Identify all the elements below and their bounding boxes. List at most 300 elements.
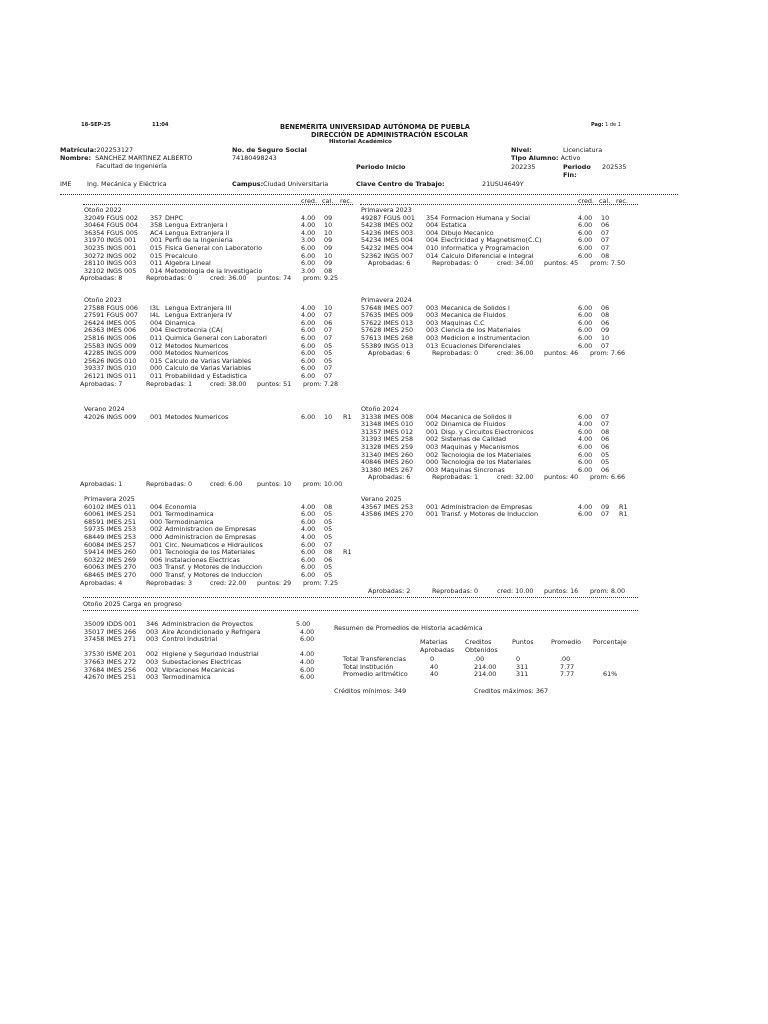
tipo-alumno: Tipo Alumno: Activo (511, 154, 581, 162)
course-code: 32102 INGS 005 (84, 266, 137, 275)
col-header-cred-left: cred. (301, 197, 318, 205)
course-code: 31970 INGS 001 (84, 236, 137, 245)
semester-summary-item: Aprobadas: 6 (368, 473, 411, 482)
course-name: Algebra Lineal (165, 259, 211, 268)
resumen-cell: 7.77 (560, 670, 575, 679)
course-credits: 6.00 (301, 251, 316, 260)
department-name: DIRECCIÓN DE ADMINISTRACIÓN ESCOLAR (311, 131, 469, 139)
course-grade: 05 (601, 458, 610, 467)
semester-title: Otoño 2024 (361, 405, 399, 413)
semester-summary-item: prom: 8.00 (590, 587, 626, 595)
course-section: 003 (426, 465, 439, 474)
course-name: Metodologia de la Investigacio (165, 266, 263, 275)
course-code: 30272 INGS 002 (84, 251, 137, 260)
semester-summary-item: cred: 10.00 (497, 587, 534, 595)
semester-summary-item: cred: 22.00 (210, 578, 247, 587)
resumen-row-label: Total Institución (343, 662, 394, 671)
semester-summary-item: puntos: 74 (257, 274, 292, 283)
course-code: 27588 FGUS 006 (84, 303, 138, 312)
course-grade: 05 (324, 356, 333, 365)
course-code: 42285 INGS 009 (84, 349, 137, 358)
course-grade: 07 (601, 510, 610, 519)
course-section: 004 (426, 221, 439, 230)
semester-summary-item: Reprobadas: 0 (432, 259, 479, 268)
resumen-header: Promedio (551, 638, 582, 646)
course-credits: 6.00 (301, 349, 316, 358)
course-name: Precalculo (165, 251, 198, 260)
course-section: I4L (150, 311, 160, 320)
course-code: 28110 INGS 003 (84, 259, 137, 268)
semester-summary-item: cred: 34.00 (497, 259, 534, 268)
nivel-value: Licenciatura (563, 146, 603, 154)
course-name: Electricidad y Magnetismo(C.C) (441, 236, 542, 245)
course-code: 57628 IMES 250 (361, 326, 414, 335)
resumen-cell: 311 (516, 662, 529, 671)
course-credits: 6.00 (301, 548, 316, 557)
course-code: 49287 FGUS 001 (361, 213, 415, 222)
progress-course-name: Administracion de Proyectos (162, 620, 253, 628)
course-code: 57622 IMES 013 (361, 318, 414, 327)
fin-label: Fin: (563, 171, 577, 179)
course-grade: 05 (324, 517, 333, 526)
university-name: BENEMÉRITA UNIVERSIDAD AUTÓNOMA DE PUEBLA (280, 123, 470, 131)
course-grade: 09 (324, 213, 333, 222)
semester-summary-item: Reprobadas: 1 (146, 379, 193, 388)
course-name: Ecuaciones Diferenciales (441, 341, 521, 350)
progress-course-section: 003 (146, 627, 159, 636)
course-credits: 6.00 (301, 372, 316, 380)
course-credits: 6.00 (578, 236, 593, 245)
resumen-cell: 214.00 (474, 662, 497, 671)
course-code: 54234 IMES 004 (361, 236, 414, 245)
course-section: 001 (150, 236, 163, 245)
course-code: 68591 IMES 251 (84, 517, 137, 526)
course-code: 54236 IMES 003 (361, 228, 414, 237)
col-header-rec-left: rec. (340, 197, 352, 205)
course-grade: 10 (324, 412, 333, 421)
course-name: Transf. y Motores de Induccion (165, 563, 262, 572)
course-name: Electrotecnia (CA) (165, 326, 223, 335)
course-grade: 06 (601, 443, 610, 451)
course-credits: 4.00 (578, 435, 593, 444)
course-credits: 6.00 (301, 259, 316, 268)
course-grade: 05 (324, 349, 333, 358)
course-code: 31328 IMES 259 (361, 443, 414, 451)
semester-summary-item: prom: 9.25 (303, 274, 339, 283)
course-code: 57613 IMES 268 (361, 334, 414, 342)
course-credits: 6.00 (578, 228, 593, 237)
resumen-cell: 0 (430, 655, 435, 663)
course-name: Quimica General con Laboratori (165, 334, 267, 342)
course-credits: 6.00 (578, 221, 593, 230)
resumen-header: Creditos (465, 638, 492, 646)
semester-summary-item: prom: 6.66 (590, 473, 626, 482)
course-grade: 05 (324, 563, 333, 572)
semester-summary-item: prom: 7.66 (590, 349, 626, 358)
course-code: 54238 IMES 002 (361, 221, 414, 230)
course-name: Probabilidad y Estadistica (165, 372, 248, 380)
course-code: 31357 IMES 012 (361, 427, 414, 436)
progress-course-section: 003 (146, 658, 159, 666)
semester-summary-item: Aprobadas: 7 (80, 379, 123, 388)
course-code: 60102 IMES 011 (84, 502, 137, 511)
course-credits: 6.00 (578, 251, 593, 260)
course-credits: 6.00 (301, 244, 316, 252)
semester-summary-item: cred: 36.00 (497, 349, 534, 358)
resumen-cell: 0 (516, 655, 521, 663)
course-name: Economia (165, 502, 197, 511)
course-grade: 07 (601, 341, 610, 350)
resumen-cell: .00 (560, 655, 571, 663)
course-code: 32049 FGUS 002 (84, 213, 138, 222)
course-credits: 6.00 (301, 510, 316, 519)
semester-summary-item: cred: 32.00 (497, 473, 534, 482)
course-code: 57648 IMES 007 (361, 303, 414, 312)
progress-course-code: 37530 ISME 201 (84, 650, 137, 659)
course-grade: 06 (324, 318, 333, 327)
course-grade: 05 (324, 533, 333, 541)
course-section: 015 (150, 251, 163, 260)
progress-course-name: Vibraciones Mecanicas (162, 665, 235, 674)
course-credits: 6.00 (578, 341, 593, 350)
course-code: 39337 INGS 010 (84, 364, 137, 373)
course-code: 36354 FGUS 005 (84, 228, 138, 237)
course-credits: 6.00 (301, 563, 316, 572)
course-section: 003 (426, 318, 439, 327)
progress-course-code: 37663 IMES 272 (84, 658, 137, 666)
course-grade: 10 (324, 303, 333, 312)
course-grade: 09 (601, 502, 610, 511)
resumen-cell: 311 (516, 670, 529, 679)
course-credits: 4.00 (301, 303, 316, 312)
semester-title: Primavera 2023 (361, 206, 412, 214)
course-name: DHPC (165, 213, 184, 222)
course-section: 014 (150, 266, 163, 275)
course-grade: 06 (601, 303, 610, 312)
course-credits: 4.00 (301, 213, 316, 222)
course-credits: 6.00 (301, 540, 316, 549)
progress-course-section: 003 (146, 635, 159, 644)
col-header-cal-right: cal. (599, 197, 611, 205)
course-name: Administracion de Empresas (165, 525, 257, 534)
course-section: 003 (426, 326, 439, 335)
course-grade: 07 (324, 540, 333, 549)
page-indicator: Pag: 1 de 1 (591, 122, 621, 128)
resumen-cell: 7.77 (560, 662, 575, 671)
course-section: 002 (426, 450, 439, 459)
course-code: 30464 FGUS 004 (84, 221, 138, 230)
course-section: 001 (426, 510, 439, 519)
semester-summary-item: prom: 7.50 (590, 259, 626, 268)
nivel-label: Nivel: (511, 146, 532, 154)
course-code: 52362 INGS 007 (361, 251, 414, 260)
progress-course-credits: 4.00 (300, 650, 315, 659)
course-name: Ciencia de los Materiales (441, 326, 521, 335)
course-credits: 6.00 (578, 334, 593, 342)
semester-summary-item: Reprobadas: 0 (146, 480, 193, 488)
course-grade: 07 (324, 334, 333, 342)
course-name: Tecnologia de los Materiales (441, 450, 531, 459)
course-section: 357 (150, 213, 163, 222)
course-section: 002 (150, 525, 163, 534)
print-date: 18-SEP-25 (81, 122, 111, 128)
resumen-header: Materias (420, 638, 448, 646)
left-column-divider (83, 204, 353, 205)
course-credits: 6.00 (578, 326, 593, 335)
course-code: 54232 IMES 004 (361, 244, 414, 252)
course-name: Termodinamica (165, 510, 214, 519)
course-credits: 4.00 (301, 525, 316, 534)
semester-summary-item: Aprobadas: 6 (368, 349, 411, 358)
course-grade: 07 (324, 372, 333, 380)
course-section: 004 (426, 412, 439, 421)
course-name: Mecanica de Solidos II (441, 412, 512, 421)
course-name: Dinamica (165, 318, 196, 327)
semester-summary-item: Reprobadas: 0 (432, 587, 479, 595)
course-name: Maquinas y Mecanismos (441, 443, 519, 451)
semester-title: Verano 2024 (84, 405, 125, 413)
course-grade: 05 (324, 571, 333, 579)
course-grade: 07 (324, 364, 333, 373)
course-credits: 6.00 (578, 510, 593, 519)
progress-course-section: 002 (146, 650, 159, 659)
progress-course-credits: 4.00 (300, 627, 315, 636)
semester-summary-item: Aprobadas: 4 (80, 578, 123, 587)
faculty: Facultad de Ingeniería (96, 162, 167, 170)
print-time: 11:04 (152, 122, 169, 128)
course-credits: 6.00 (301, 334, 316, 342)
course-grade: 07 (601, 236, 610, 245)
course-credits: 4.00 (301, 221, 316, 230)
course-code: 43586 IMES 270 (361, 510, 414, 519)
progress-course-section: 346 (146, 620, 159, 628)
semester-summary-item: puntos: 16 (544, 587, 579, 595)
course-credits: 6.00 (578, 465, 593, 474)
course-name: Metodos Numericos (165, 341, 229, 350)
course-section: I3L (150, 303, 160, 312)
creditos-maximos: Creditos máximos: 367 (474, 687, 549, 695)
progress-course-credits: 6.00 (300, 665, 315, 674)
course-section: 015 (150, 244, 163, 252)
course-grade: 05 (324, 525, 333, 534)
course-name: Metodos Numericos (165, 349, 229, 358)
periodo-inicio-value: 202235 (511, 163, 536, 171)
semester-summary-item: puntos: 10 (257, 480, 292, 488)
course-credits: 6.00 (578, 412, 593, 421)
course-grade: 05 (324, 341, 333, 350)
resumen-header: Puntos (512, 638, 534, 646)
course-name: Administracion de Empresas (165, 533, 257, 541)
course-section: 004 (150, 502, 163, 511)
course-code: 59414 IMES 260 (84, 548, 137, 557)
course-grade: 09 (601, 326, 610, 335)
campus: Campus:Ciudad Universitaria (232, 180, 329, 188)
resumen-header: Obtenidos (465, 646, 498, 654)
resumen-title: Resumen de Promedios de Historia académica (334, 624, 483, 632)
course-credits: 6.00 (578, 318, 593, 327)
semester-title: Primavera 2024 (361, 296, 412, 304)
course-code: 42026 INGS 009 (84, 412, 137, 421)
semester-title: Verano 2025 (361, 495, 402, 503)
course-code: 27591 FGUS 007 (84, 311, 138, 320)
course-credits: 6.00 (301, 341, 316, 350)
semester-title: Primavera 2025 (84, 495, 135, 503)
course-credits: 6.00 (301, 555, 316, 564)
progress-title: Otoño 2025 Carga en progreso (83, 600, 182, 608)
progress-course-name: Control Industrial (162, 635, 218, 644)
course-section: 006 (150, 555, 163, 564)
progress-course-code: 42670 IMES 251 (84, 673, 137, 682)
col-header-rec-right: rec. (616, 197, 628, 205)
course-code: 25583 INGS 009 (84, 341, 137, 350)
progress-course-code: 37458 IMES 271 (84, 635, 137, 644)
clave-label: Clave Centro de Trabajo: (356, 180, 445, 188)
course-section: 000 (150, 364, 163, 373)
course-name: Instalaciones Electricas (165, 555, 240, 564)
course-grade: 08 (324, 548, 333, 557)
resumen-cell: 40 (430, 670, 439, 679)
semester-summary-item: cred: 6.00 (210, 480, 243, 488)
course-grade: 05 (324, 510, 333, 519)
semester-summary-item: puntos: 29 (257, 578, 292, 587)
course-code: 31338 IMES 008 (361, 412, 414, 421)
creditos-minimos: Créditos mínimos: 349 (334, 687, 407, 695)
course-credits: 4.00 (301, 311, 316, 320)
semester-summary-item: puntos: 45 (544, 259, 579, 268)
course-grade: 07 (601, 244, 610, 252)
course-grade: 06 (601, 221, 610, 230)
course-grade: 06 (601, 465, 610, 474)
course-grade: 06 (324, 555, 333, 564)
course-section: 358 (150, 221, 163, 230)
course-name: Transf. y Motores de Induccion (165, 571, 262, 579)
course-grade: 07 (601, 228, 610, 237)
course-section: 001 (426, 502, 439, 511)
course-credits: 6.00 (578, 427, 593, 436)
course-section: 003 (150, 563, 163, 572)
course-section: 004 (426, 228, 439, 237)
progress-course-credits: 6.00 (300, 635, 315, 644)
progress-divider-top (83, 597, 638, 598)
col-header-cred-right: cred. (578, 197, 595, 205)
semester-summary-item: Aprobadas: 6 (368, 259, 411, 268)
course-grade: 09 (324, 236, 333, 245)
course-section: 013 (426, 341, 439, 350)
course-name: Calculo de Varias Variables (165, 364, 252, 373)
resumen-header: Porcentaje (593, 638, 627, 646)
course-name: Lengua Extranjera II (165, 228, 230, 237)
course-name: Fisica General con Laboratorio (165, 244, 262, 252)
semester-summary-item: Reprobadas: 0 (432, 349, 479, 358)
resumen-cell: .00 (474, 655, 485, 663)
course-section: 001 (150, 540, 163, 549)
nss-label: No. de Seguro Social (232, 146, 307, 154)
course-section: 010 (426, 244, 439, 252)
course-name: Termodinamica (165, 517, 214, 526)
course-code: 43567 IMES 253 (361, 502, 414, 511)
course-grade: 05 (601, 450, 610, 459)
col-header-cal-left: cal. (322, 197, 334, 205)
course-section: 003 (426, 311, 439, 320)
resumen-cell: 40 (430, 662, 439, 671)
course-code: 25626 INGS 010 (84, 356, 137, 365)
course-code: 31393 IMES 258 (361, 435, 414, 444)
course-grade: 10 (601, 334, 610, 342)
course-grade: 08 (601, 251, 610, 260)
course-name: Disp. y Circuitos Electronicos (441, 427, 534, 436)
course-name: Dibujo Mecanico (441, 228, 494, 237)
header-divider (60, 194, 678, 195)
course-section: 003 (426, 303, 439, 312)
course-code: 60084 IMES 257 (84, 540, 137, 549)
course-name: Mecanica de Solidos I (441, 303, 510, 312)
course-grade: 06 (601, 435, 610, 444)
course-code: 57635 IMES 009 (361, 311, 414, 320)
progress-course-name: Subestaciones Electricas (162, 658, 242, 666)
semester-summary-item: puntos: 51 (257, 379, 292, 388)
course-name: Tecnologia de los Materiales (165, 548, 255, 557)
course-credits: 6.00 (578, 311, 593, 320)
course-code: 60061 IMES 251 (84, 510, 137, 519)
course-section: 001 (426, 427, 439, 436)
course-name: Estatica (441, 221, 467, 230)
course-credits: 6.00 (578, 443, 593, 451)
course-section: 011 (150, 259, 163, 268)
semester-summary-item: Aprobadas: 1 (80, 480, 123, 488)
course-name: Lengua Extranjera I (165, 221, 228, 230)
progress-divider-bottom (83, 610, 638, 611)
course-section: 002 (426, 435, 439, 444)
course-name: Metodos Numericos (165, 412, 229, 421)
progress-course-section: 003 (146, 673, 159, 682)
progress-course-name: Higiene y Seguridad Industrial (162, 650, 259, 659)
course-code: 55389 INGS 013 (361, 341, 414, 350)
course-section: 000 (426, 458, 439, 467)
career-code: IME (60, 180, 72, 188)
semester-summary-item: Aprobadas: 8 (80, 274, 123, 283)
course-grade: 10 (601, 213, 610, 222)
course-section: 004 (150, 318, 163, 327)
semester-summary-item: Reprobadas: 3 (146, 578, 193, 587)
course-grade: 06 (601, 318, 610, 327)
resumen-header: Aprobadas (420, 646, 455, 654)
course-section: 000 (150, 517, 163, 526)
course-retake-flag: R1 (343, 412, 352, 421)
progress-course-code: 35017 IMES 266 (84, 627, 137, 636)
course-grade: 08 (601, 311, 610, 320)
matricula: Matrícula:202253127 (60, 146, 134, 154)
course-name: Perfil de la Ingenieria (165, 236, 233, 245)
course-code: 30235 INGS 001 (84, 244, 137, 252)
semester-summary-item: Aprobadas: 2 (368, 587, 411, 595)
course-code: 68449 IMES 253 (84, 533, 137, 541)
course-credits: 6.00 (578, 458, 593, 467)
progress-course-credits: 6.00 (300, 673, 315, 682)
course-name: Dinamica de Fluidos (441, 420, 506, 429)
course-code: 31340 IMES 260 (361, 450, 414, 459)
nss-value: 74180498243 (232, 154, 277, 162)
course-retake-flag: R1 (619, 502, 628, 511)
course-grade: 09 (324, 244, 333, 252)
course-grade: 08 (601, 427, 610, 436)
course-credits: 4.00 (578, 502, 593, 511)
course-section: 001 (150, 510, 163, 519)
course-name: Informatica y Programacion (441, 244, 530, 252)
progress-course-credits: 4.00 (300, 658, 315, 666)
semester-summary-item: puntos: 40 (544, 473, 579, 482)
course-credits: 4.00 (578, 213, 593, 222)
course-credits: 3.00 (301, 236, 316, 245)
